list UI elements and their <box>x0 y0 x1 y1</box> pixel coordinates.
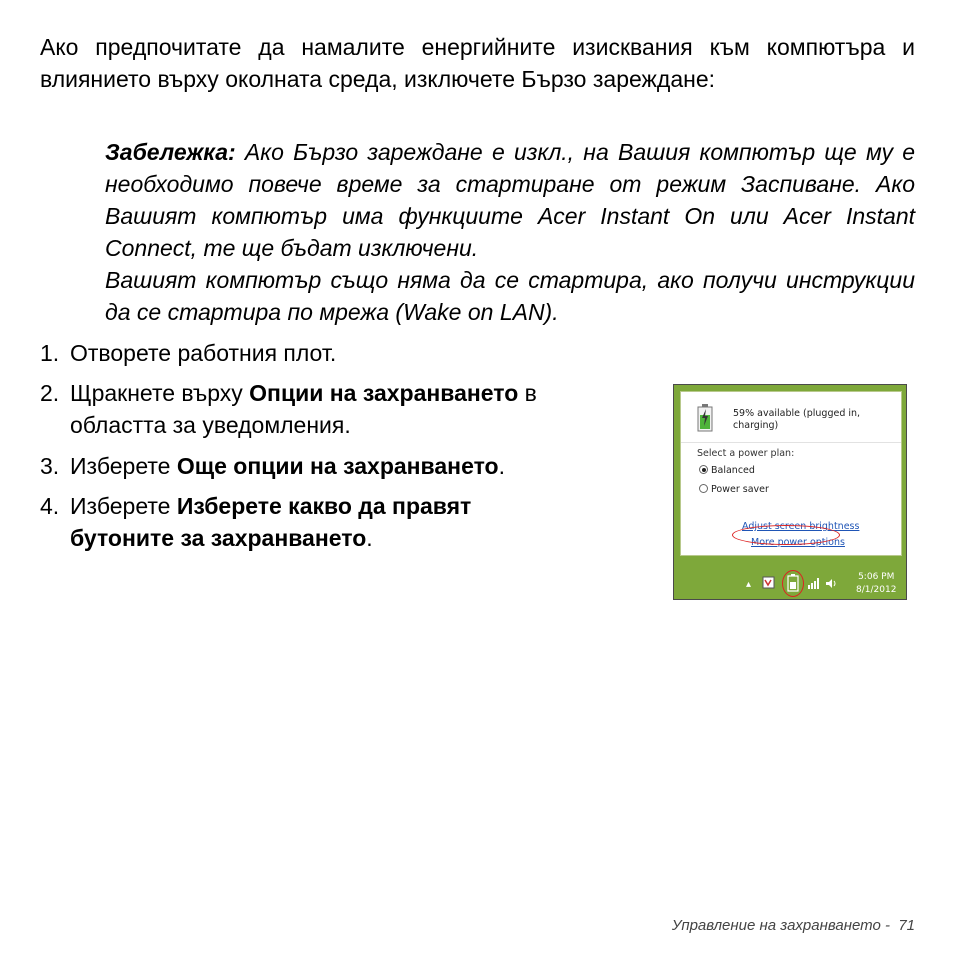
step-1 <box>40 337 336 369</box>
radio-icon <box>699 484 708 493</box>
footer-title: Управление на захранването - <box>671 917 890 934</box>
step-4 <box>40 490 471 554</box>
step-number: 3. <box>40 453 60 479</box>
battery-icon <box>697 404 713 432</box>
plan-balanced-radio[interactable] <box>699 465 755 476</box>
more-power-options-link[interactable]: More power options <box>751 537 845 548</box>
note-label: Забележка: <box>105 139 236 165</box>
step-number: 2. <box>40 380 60 406</box>
step-text-pre: Щракнете върху <box>70 380 250 406</box>
battery-status <box>733 408 860 432</box>
battery-status-line1: 59% available (plugged in, <box>733 408 861 419</box>
divider <box>681 442 901 443</box>
step-text-post: . <box>498 453 505 479</box>
step-text-bold: Изберете какво да правят <box>176 493 472 519</box>
step-text-bold: Опции на захранването <box>249 380 519 406</box>
step-text-line2 <box>40 522 471 554</box>
radio-selected-icon <box>699 465 708 474</box>
clock-date: 8/1/2012 <box>856 585 897 595</box>
step-3 <box>40 450 505 482</box>
note-block <box>105 136 915 328</box>
plan-saver-radio[interactable] <box>699 484 769 495</box>
step-text-pre: Изберете <box>70 493 177 519</box>
flag-icon[interactable] <box>762 576 775 589</box>
page-footer <box>672 917 915 934</box>
volume-icon[interactable] <box>826 578 838 589</box>
note-paragraph-1 <box>105 136 915 264</box>
step-text-bold: Още опции на захранването <box>176 453 499 479</box>
power-options-screenshot <box>673 384 907 600</box>
step-2 <box>40 377 537 441</box>
highlight-circle <box>732 525 840 545</box>
signal-icon[interactable] <box>808 578 820 589</box>
note-paragraph-2: Вашият компютър също няма да се стартира, ако получи инструкции да се стартира по мрежа (Wake on LAN). <box>105 267 915 325</box>
clock-time: 5:06 PM <box>858 572 895 582</box>
highlight-circle <box>782 570 804 597</box>
plan-balanced-label: Balanced <box>711 465 755 476</box>
battery-status-line2: charging) <box>733 420 779 431</box>
intro-paragraph: Ако предпочитате да намалите енергийните изисквания към компютъра и влиянието върху околната среда, изключете Бързо зареждане: <box>40 34 915 92</box>
page-number: 71 <box>898 917 915 934</box>
plan-label: Select a power plan: <box>697 448 795 459</box>
step-number: 4. <box>40 493 60 519</box>
note-text-1: Ако Бързо зареждане е изкл., на Вашия компютър ще му е необходимо повече време за стартиране от режим Заспиване. Ако Вашият компютър има функциите Acer Instant On или Acer Instant Connect, те ще бъдат изключени. <box>105 139 915 261</box>
plan-saver-label: Power saver <box>711 484 769 495</box>
step-number: 1. <box>40 340 60 366</box>
step-text-post: в <box>518 380 537 406</box>
step-text-post: . <box>366 525 373 551</box>
step-text: Отворете работния плот. <box>70 340 337 366</box>
up-arrow-icon[interactable]: ▴ <box>746 579 752 590</box>
taskbar <box>674 561 907 600</box>
step-text-bold-2: бутоните за захранването <box>70 525 367 551</box>
clock[interactable] <box>856 571 896 597</box>
step-text-line2: областта за уведомления. <box>70 412 351 438</box>
step-text-pre: Изберете <box>70 453 177 479</box>
adjust-brightness-link[interactable]: Adjust screen brightness <box>742 521 860 532</box>
